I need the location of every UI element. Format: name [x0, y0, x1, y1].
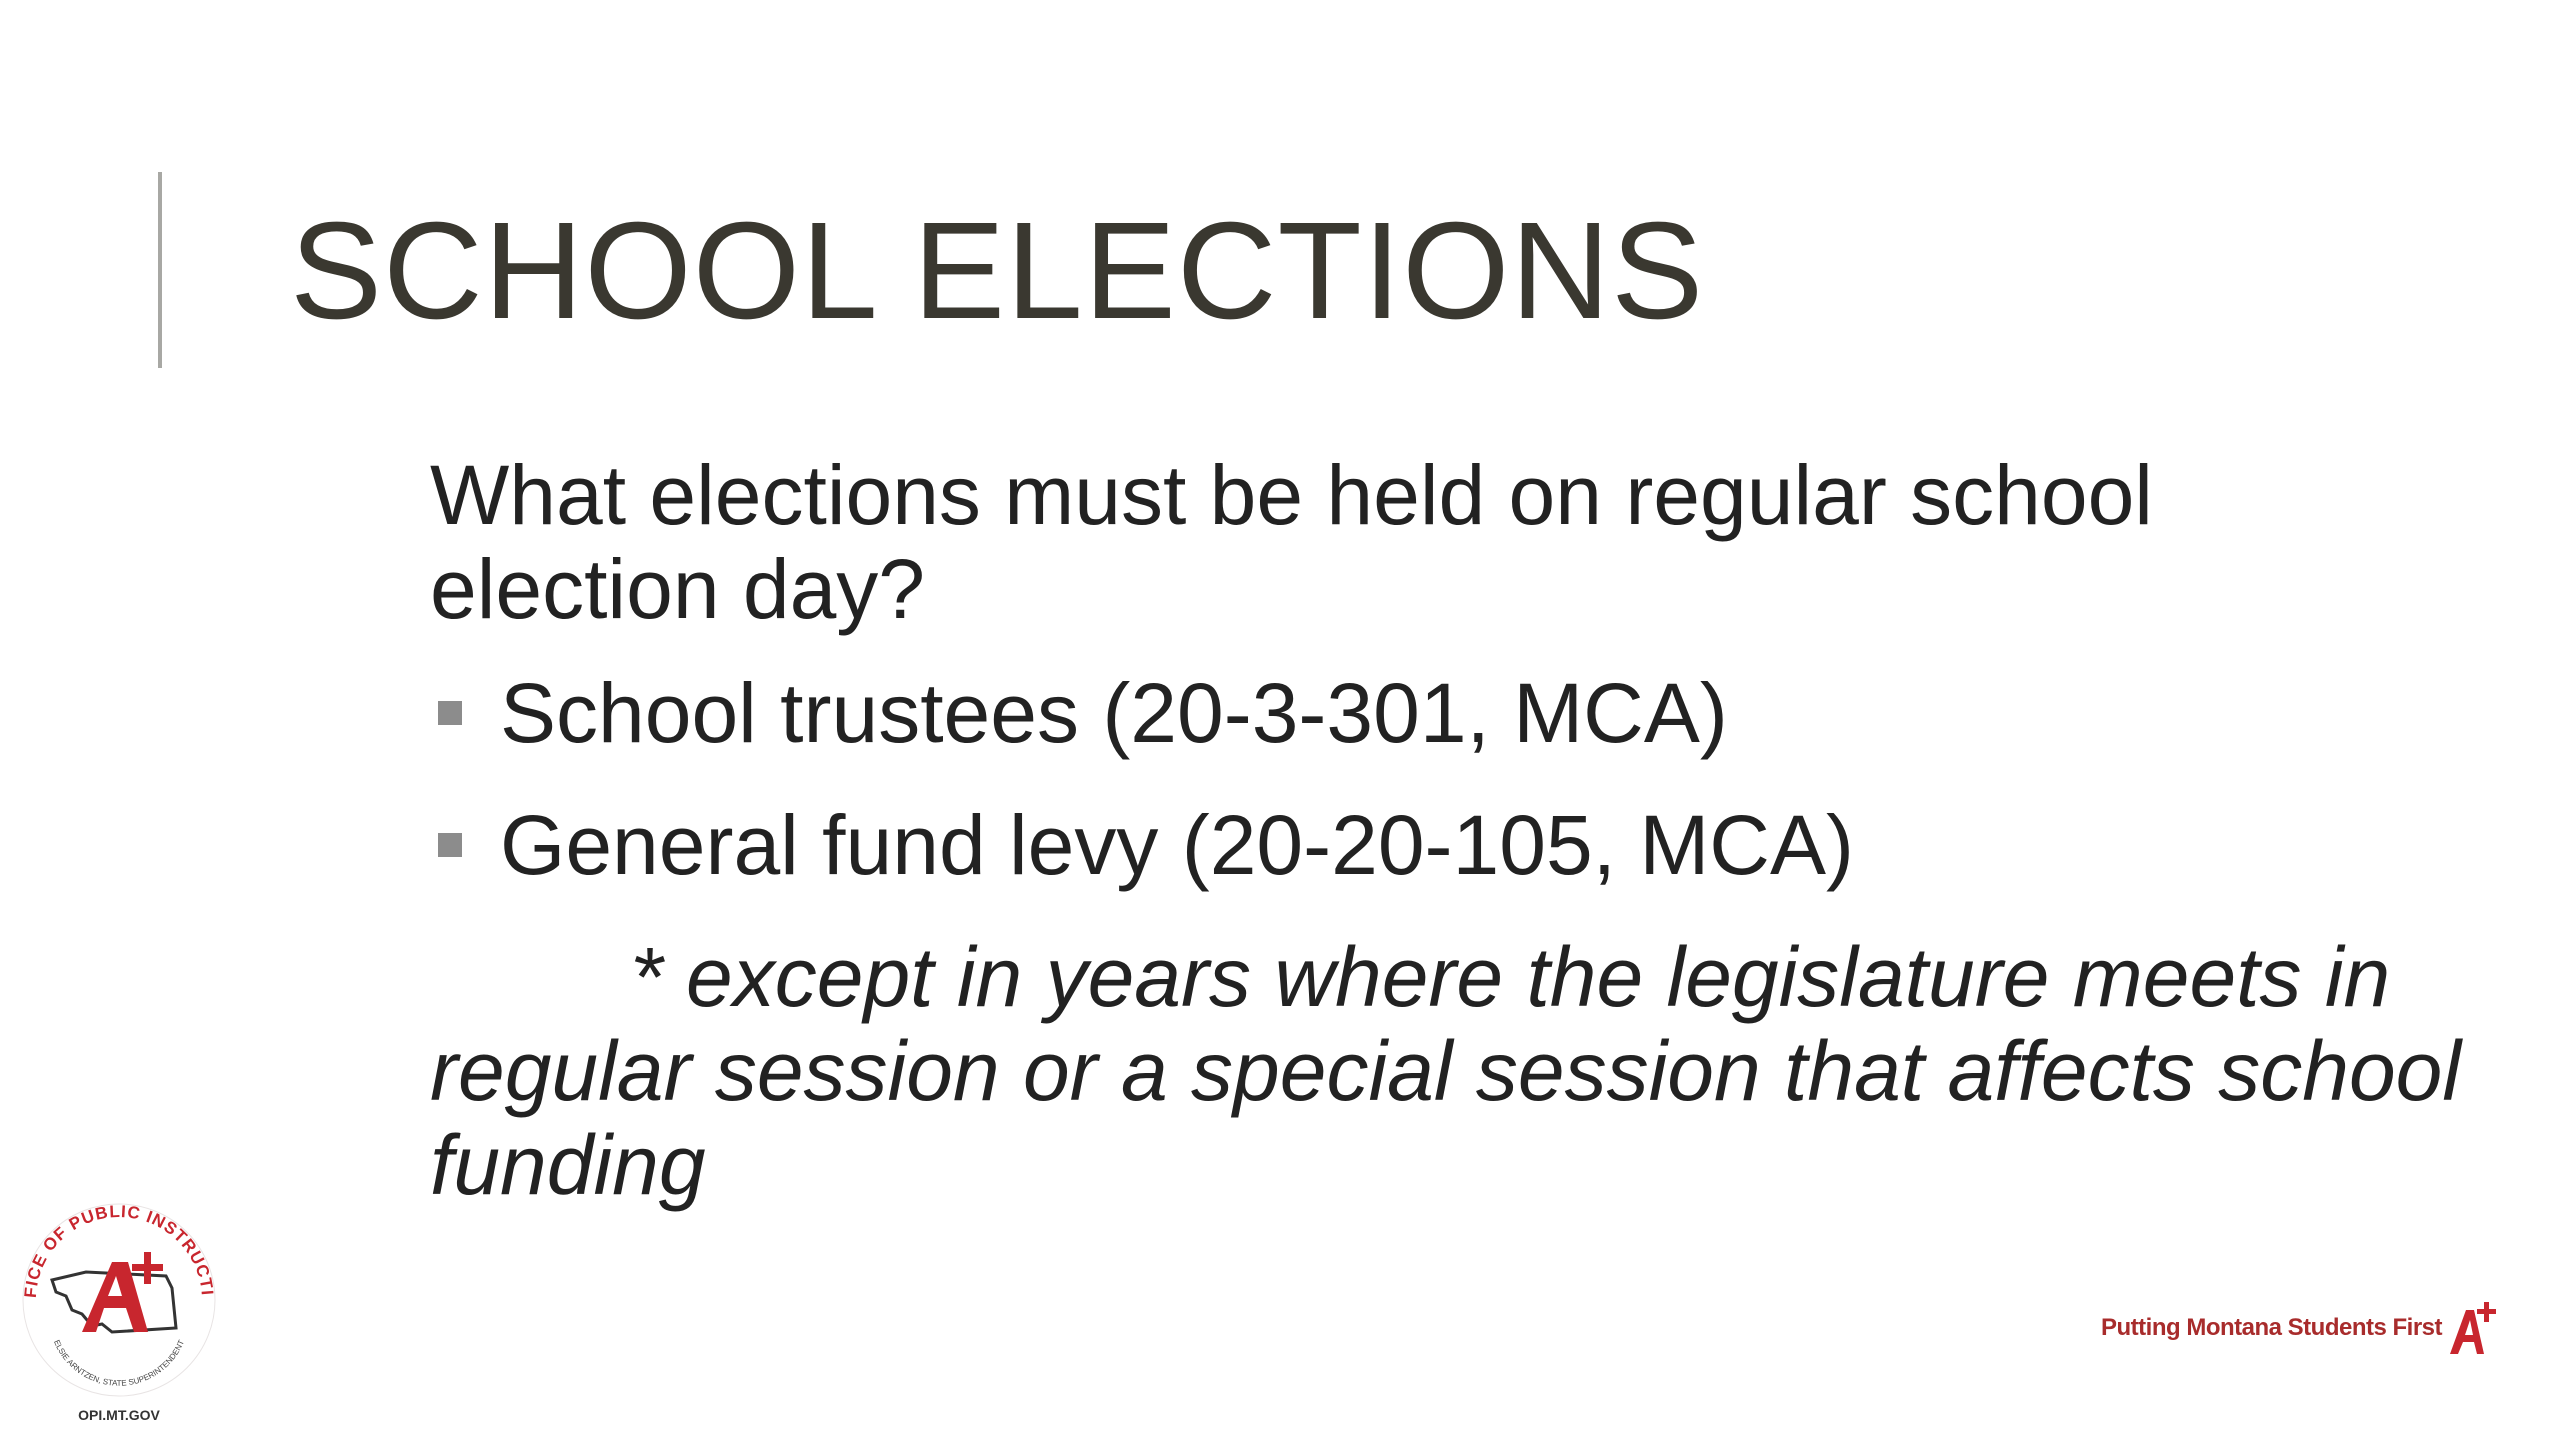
bullet-square-icon	[438, 701, 462, 725]
title-divider	[158, 172, 162, 368]
slogan-text: Putting Montana Students First	[2101, 1314, 2442, 1341]
bullet-square-icon	[438, 833, 462, 857]
question-text: What elections must be held on regular school election day?	[430, 448, 2153, 636]
a-plus-icon	[2448, 1300, 2500, 1356]
bullet-item	[430, 666, 2470, 760]
slide-body	[430, 448, 2470, 1212]
footnote-text: * except in years where the legislature meets in regular session or a special session that affects school funding	[430, 930, 2462, 1212]
opi-seal-icon	[16, 1196, 222, 1426]
slogan	[2101, 1300, 2500, 1356]
bullet-item	[430, 798, 2470, 892]
svg-text:ELSIE ARNTZEN, STATE SUPERINTE: ELSIE ARNTZEN, STATE SUPERINTENDENT	[52, 1338, 186, 1388]
bullet-text: General fund levy (20-20-105, MCA)	[500, 798, 1854, 892]
svg-text:OFFICE OF PUBLIC INSTRUCTION: FICE OF PUBLIC INSTRUCTI	[20, 1201, 217, 1299]
svg-text:OPI.MT.GOV: OPI.MT.GOV	[78, 1407, 160, 1423]
bullet-text: School trustees (20-3-301, MCA)	[500, 666, 1728, 760]
bullet-list	[430, 666, 2470, 892]
slide-title: SCHOOL ELECTIONS	[290, 194, 1705, 348]
